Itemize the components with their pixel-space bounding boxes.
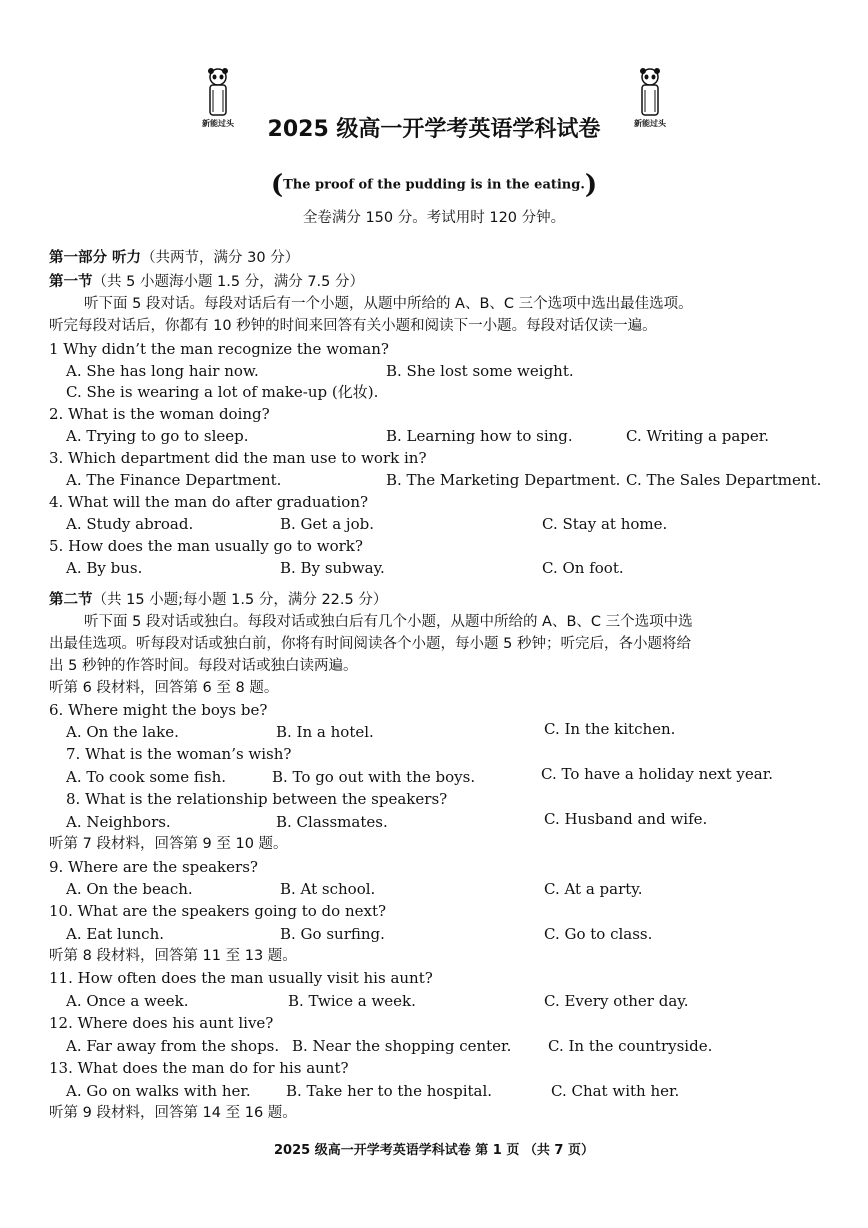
section1-instruction-2: 听完每段对话后，你都有 10 秒钟的时间来回答有关小题和阅读下一小题。每段对话仅读一遍。	[49, 318, 657, 334]
question-4-option-b: B. Get a job.	[280, 515, 374, 533]
question-13-option-c: C. Chat with her.	[551, 1082, 680, 1100]
section1-title: 第一节	[49, 274, 93, 290]
logo-caption: 新能过头	[202, 119, 234, 128]
material-note-7: 听第 7 段材料，回答第 9 至 10 题。	[49, 836, 288, 852]
question-3-option-b: B. The Marketing Department.	[386, 471, 621, 489]
question-11-option-c: C. Every other day.	[544, 992, 689, 1010]
question-11-option-a: A. Once a week.	[66, 992, 189, 1010]
section1-heading	[49, 272, 364, 292]
question-1-option-b: B. She lost some weight.	[386, 362, 574, 380]
question-9-option-c: C. At a party.	[544, 880, 643, 898]
question-9-stem: 9. Where are the speakers?	[49, 858, 258, 876]
material-note-9: 听第 9 段材料，回答第 14 至 16 题。	[49, 1105, 297, 1121]
question-5-stem: 5. How does the man usually go to work?	[49, 537, 363, 555]
question-12-option-c: C. In the countryside.	[548, 1037, 713, 1055]
question-2-option-c: C. Writing a paper.	[626, 427, 770, 445]
question-7-option-a: A. To cook some fish.	[66, 768, 227, 786]
question-2-stem: 2. What is the woman doing?	[49, 405, 270, 423]
page-title: 2025 级高一开学考英语学科试卷	[267, 117, 601, 142]
section1-note: （共 5 小题海小题 1.5 分，满分 7.5 分）	[92, 274, 364, 290]
open-paren-glyph: (	[270, 170, 284, 200]
question-3-option-c: C. The Sales Department.	[626, 471, 822, 489]
question-9-option-a: A. On the beach.	[66, 880, 193, 898]
question-13-option-a: A. Go on walks with her.	[66, 1082, 251, 1100]
question-12-stem: 12. Where does his aunt live?	[49, 1014, 274, 1032]
question-4-option-a: A. Study abroad.	[66, 515, 194, 533]
question-8-option-a: A. Neighbors.	[66, 813, 171, 831]
close-paren-glyph: )	[584, 170, 598, 200]
question-7-option-c: C. To have a holiday next year.	[541, 765, 774, 783]
question-1-option-c: C. She is wearing a lot of make-up (化妆).	[66, 383, 379, 401]
question-4-option-c: C. Stay at home.	[542, 515, 668, 533]
question-1-option-a: A. She has long hair now.	[66, 362, 259, 380]
question-10-option-c: C. Go to class.	[544, 925, 653, 943]
section2-instruction-2: 出最佳选项。听每段对话或独白前，你将有时间阅读各个小题，每小题 5 秒钟；听完后，各小题将给	[49, 636, 691, 652]
question-8-stem: 8. What is the relationship between the speakers?	[66, 790, 448, 808]
part1-title: 第一部分 听力	[49, 250, 142, 266]
question-12-option-a: A. Far away from the shops.	[66, 1037, 280, 1055]
question-6-stem: 6. Where might the boys be?	[49, 701, 268, 719]
logo-caption: 新能过头	[634, 119, 666, 128]
question-10-stem: 10. What are the speakers going to do next?	[49, 902, 387, 920]
motto	[0, 170, 868, 200]
question-11-stem: 11. How often does the man usually visit his aunt?	[49, 969, 433, 987]
question-7-stem: 7. What is the woman’s wish?	[66, 745, 292, 763]
section2-instruction-1: 听下面 5 段对话或独白。每段对话或独白后有几个小题，从题中所给的 A、B、C 三个选项中选	[84, 614, 693, 630]
question-1-stem: 1 Why didn’t the man recognize the woman?	[49, 340, 389, 358]
question-9-option-b: B. At school.	[280, 880, 376, 898]
question-13-stem: 13. What does the man do for his aunt?	[49, 1059, 349, 1077]
section2-title: 第二节	[49, 592, 93, 608]
question-11-option-b: B. Twice a week.	[288, 992, 416, 1010]
exam-subtitle: 全卷满分 150 分。考试用时 120 分钟。	[302, 210, 566, 226]
question-3-stem: 3. Which department did the man use to work in?	[49, 449, 427, 467]
question-6-option-c: C. In the kitchen.	[544, 720, 676, 738]
section2-note: （共 15 小题;每小题 1.5 分，满分 22.5 分）	[92, 592, 388, 608]
motto-text: The proof of the pudding is in the eating.	[283, 177, 585, 193]
question-5-option-b: B. By subway.	[280, 559, 385, 577]
question-2-option-a: A. Trying to go to sleep.	[66, 427, 249, 445]
question-6-option-a: A. On the lake.	[66, 723, 179, 741]
section1-instruction-1: 听下面 5 段对话。每段对话后有一个小题，从题中所给的 A、B、C 三个选项中选出最佳选项。	[84, 296, 693, 312]
question-4-stem: 4. What will the man do after graduation?	[49, 493, 369, 511]
panda-icon	[204, 68, 232, 118]
question-8-option-b: B. Classmates.	[276, 813, 388, 831]
question-13-option-b: B. Take her to the hospital.	[286, 1082, 493, 1100]
part1-note: （共两节，满分 30 分）	[141, 250, 300, 266]
page-footer: 2025 级高一开学考英语学科试卷 第 1 页 （共 7 页）	[274, 1143, 594, 1158]
part1-heading	[49, 248, 299, 268]
question-10-option-a: A. Eat lunch.	[66, 925, 165, 943]
section2-heading	[49, 590, 387, 610]
question-6-option-b: B. In a hotel.	[276, 723, 374, 741]
question-5-option-c: C. On foot.	[542, 559, 624, 577]
question-7-option-b: B. To go out with the boys.	[272, 768, 476, 786]
question-8-option-c: C. Husband and wife.	[544, 810, 708, 828]
question-2-option-b: B. Learning how to sing.	[386, 427, 573, 445]
panda-icon	[636, 68, 664, 118]
material-note-6: 听第 6 段材料，回答第 6 至 8 题。	[49, 680, 279, 696]
material-note-8: 听第 8 段材料，回答第 11 至 13 题。	[49, 948, 297, 964]
question-5-option-a: A. By bus.	[66, 559, 143, 577]
question-10-option-b: B. Go surfing.	[280, 925, 385, 943]
question-12-option-b: B. Near the shopping center.	[292, 1037, 512, 1055]
question-3-option-a: A. The Finance Department.	[66, 471, 282, 489]
section2-instruction-3: 出 5 秒钟的作答时间。每段对话或独白读两遍。	[49, 658, 358, 674]
